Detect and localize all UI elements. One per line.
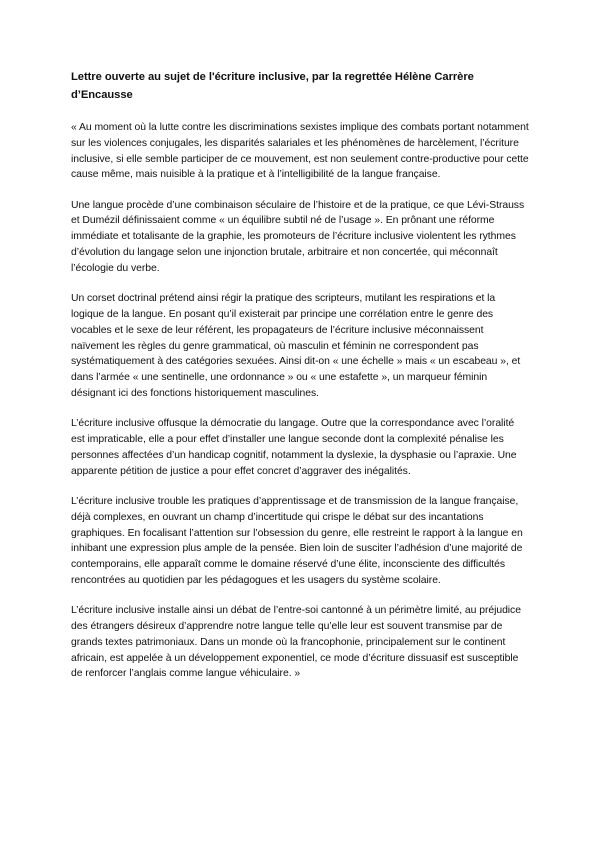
- document-title: Lettre ouverte au sujet de l'écriture inclusive, par la regrettée Hélène Carrère d’Encausse: [71, 71, 474, 101]
- paragraph-6: L’écriture inclusive installe ainsi un débat de l’entre-soi cantonné à un périmètre limité, au préjudice des étrangers désireux d’apprendre notre langue telle qu’elle leur est souvent transmise par de grands textes patrimoniaux. Dans un monde où la francophonie, principalement sur le continent africain, est appelée à un développement exponentiel, ce mode d’écriture dissuasif est susceptible de renforcer l’anglais comme langue véhiculaire. »: [71, 605, 521, 680]
- paragraph-3: Un corset doctrinal prétend ainsi régir la pratique des scripteurs, mutilant les respirations et la logique de la langue. En posant qu’il existerait par principe une corrélation entre le genre des vocables et le sexe de leur référent, les propagateurs de l’écriture inclusive méconnaissent naïvement les règles du genre grammatical, où masculin et féminin ne correspondent pas systématiquement à des catégories sexuées. Ainsi dit-on « une échelle » mais « un escabeau », et dans l’armée « une sentinelle, une ordonnance » ou « une estafette », un marqueur féminin désignant ici des fonctions historiquement masculines.: [71, 293, 521, 399]
- paragraph-1: « Au moment où la lutte contre les discriminations sexistes implique des combats portant notamment sur les violences conjugales, les disparités salariales et les phénomènes de harcèlement, l’écriture inclusive, si elle semble participer de ce mouvement, est non seulement contre-productive pour cette cause même, mais nuisible à la pratique et à l’intelligibilité de la langue française.: [71, 122, 529, 181]
- paragraph-4: L’écriture inclusive offusque la démocratie du langage. Outre que la correspondance avec l’oralité est impraticable, elle a pour effet d’installer une langue seconde dont la complexité pénalise les personnes affectées d’un handicap cognitif, notamment la dyslexie, la dysphasie ou l’apraxie. Une apparente pétition de justice a pour effet concret d’aggraver des inégalités.: [71, 418, 517, 477]
- paragraph-2: Une langue procède d’une combinaison séculaire de l’histoire et de la pratique, ce que Lévi-Strauss et Dumézil définissaient comme « un équilibre subtil né de l’usage ». En prônant une réforme immédiate et totalisante de la graphie, les promoteurs de l’écriture inclusive violentent les rythmes d’évolution du langage selon une injonction brutale, arbitraire et non concertée, qui méconnaît l’écologie du verbe.: [71, 199, 525, 274]
- document-page: [71, 69, 530, 697]
- paragraph-5: L’écriture inclusive trouble les pratiques d’apprentissage et de transmission de la langue française, déjà complexes, en ouvrant un champ d’incertitude qui crispe le débat sur des incantations graphiques. En focalisant l’attention sur l’obsession du genre, elle restreint le rapport à la langue en inhibant une expression plus ample de la pensée. Bien loin de susciter l’adhésion d’une majorité de contemporains, elle apparaît comme le domaine réservé d’une élite, inconsciente des difficultés rencontrées au quotidien par les pédagogues et les usagers du système scolaire.: [71, 495, 523, 586]
